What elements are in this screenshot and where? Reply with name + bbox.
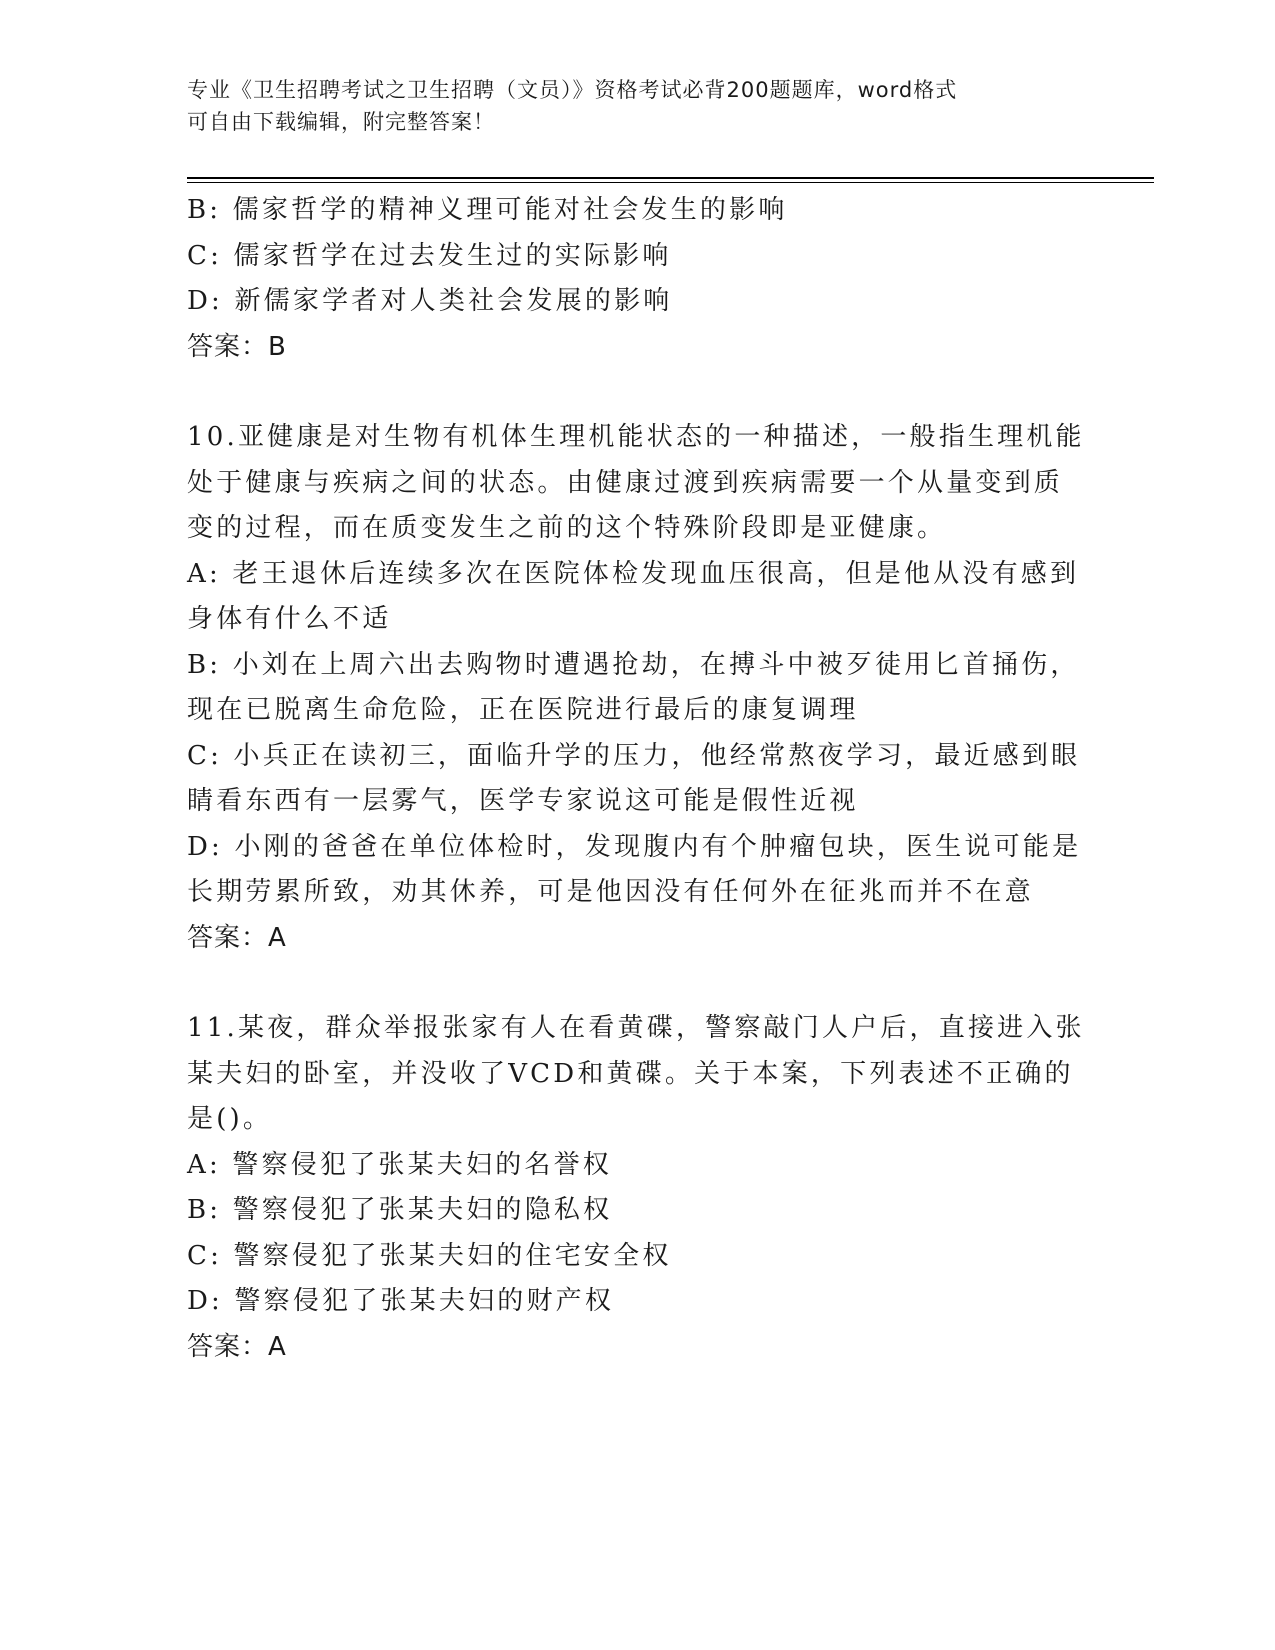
option-b: B: 警察侵犯了张某夫妇的隐私权 bbox=[187, 1195, 613, 1225]
spacer bbox=[187, 370, 1087, 415]
question-11 bbox=[187, 1006, 1087, 1370]
question-stem-line: 某夫妇的卧室，并没收了VCD和黄碟。关于本案，下列表述不正确的 bbox=[187, 1058, 1074, 1089]
header-title-line-2: 可自由下载编辑，附完整答案！ bbox=[187, 110, 495, 134]
option-c: C: 儒家哲学在过去发生过的实际影响 bbox=[187, 240, 672, 271]
option-c: C: 警察侵犯了张某夫妇的住宅安全权 bbox=[187, 1240, 672, 1271]
header-divider-thin bbox=[187, 182, 1154, 183]
question-stem-line: 变的过程，而在质变发生之前的这个特殊阶段即是亚健康。 bbox=[187, 513, 947, 543]
option-d-cont: 长期劳累所致，劝其休养，可是他因没有任何外在征兆而并不在意 bbox=[187, 877, 1034, 907]
question-stem-line: 11.某夜，群众举报张家有人在看黄碟，警察敲门人户后，直接进入张 bbox=[187, 1013, 1085, 1043]
option-d: D: 新儒家学者对人类社会发展的影响 bbox=[187, 286, 673, 316]
option-c-cont: 睛看东西有一层雾气，医学专家说这可能是假性近视 bbox=[187, 786, 859, 816]
option-c: C: 小兵正在读初三，面临升学的压力，他经常熬夜学习，最近感到眼 bbox=[187, 740, 1081, 771]
question-stem-line: 处于健康与疾病之间的状态。由健康过渡到疾病需要一个从量变到质 bbox=[187, 467, 1064, 498]
option-a-cont: 身体有什么不适 bbox=[187, 604, 392, 634]
option-a: A: 警察侵犯了张某夫妇的名誉权 bbox=[187, 1149, 613, 1180]
answer-line: 答案：B bbox=[187, 331, 287, 362]
question-stem-line: 10.亚健康是对生物有机体生理机能状态的一种描述，一般指生理机能 bbox=[187, 422, 1085, 452]
option-b: B: 儒家哲学的精神义理可能对社会发生的影响 bbox=[187, 195, 788, 225]
question-9-continuation bbox=[187, 188, 1087, 370]
page-header bbox=[187, 74, 1087, 138]
option-b: B: 小刘在上周六出去购物时遭遇抢劫，在搏斗中被歹徒用匕首捅伤， bbox=[187, 649, 1080, 680]
answer-line: 答案：A bbox=[187, 1331, 287, 1362]
option-b-cont: 现在已脱离生命危险，正在医院进行最后的康复调理 bbox=[187, 695, 859, 725]
header-divider-thick bbox=[187, 177, 1154, 179]
answer-line: 答案：A bbox=[187, 922, 287, 953]
question-10 bbox=[187, 415, 1087, 961]
option-d: D: 小刚的爸爸在单位体检时，发现腹内有个肿瘤包块，医生说可能是 bbox=[187, 831, 1082, 862]
option-a: A: 老王退休后连续多次在医院体检发现血压很高，但是他从没有感到 bbox=[187, 558, 1080, 589]
option-d: D: 警察侵犯了张某夫妇的财产权 bbox=[187, 1286, 615, 1316]
header-title-line-1: 专业《卫生招聘考试之卫生招聘（文员）》资格考试必背200题题库，word格式 bbox=[187, 78, 958, 102]
question-content bbox=[187, 188, 1087, 1370]
question-stem-line: 是()。 bbox=[187, 1104, 273, 1134]
spacer bbox=[187, 961, 1087, 1006]
